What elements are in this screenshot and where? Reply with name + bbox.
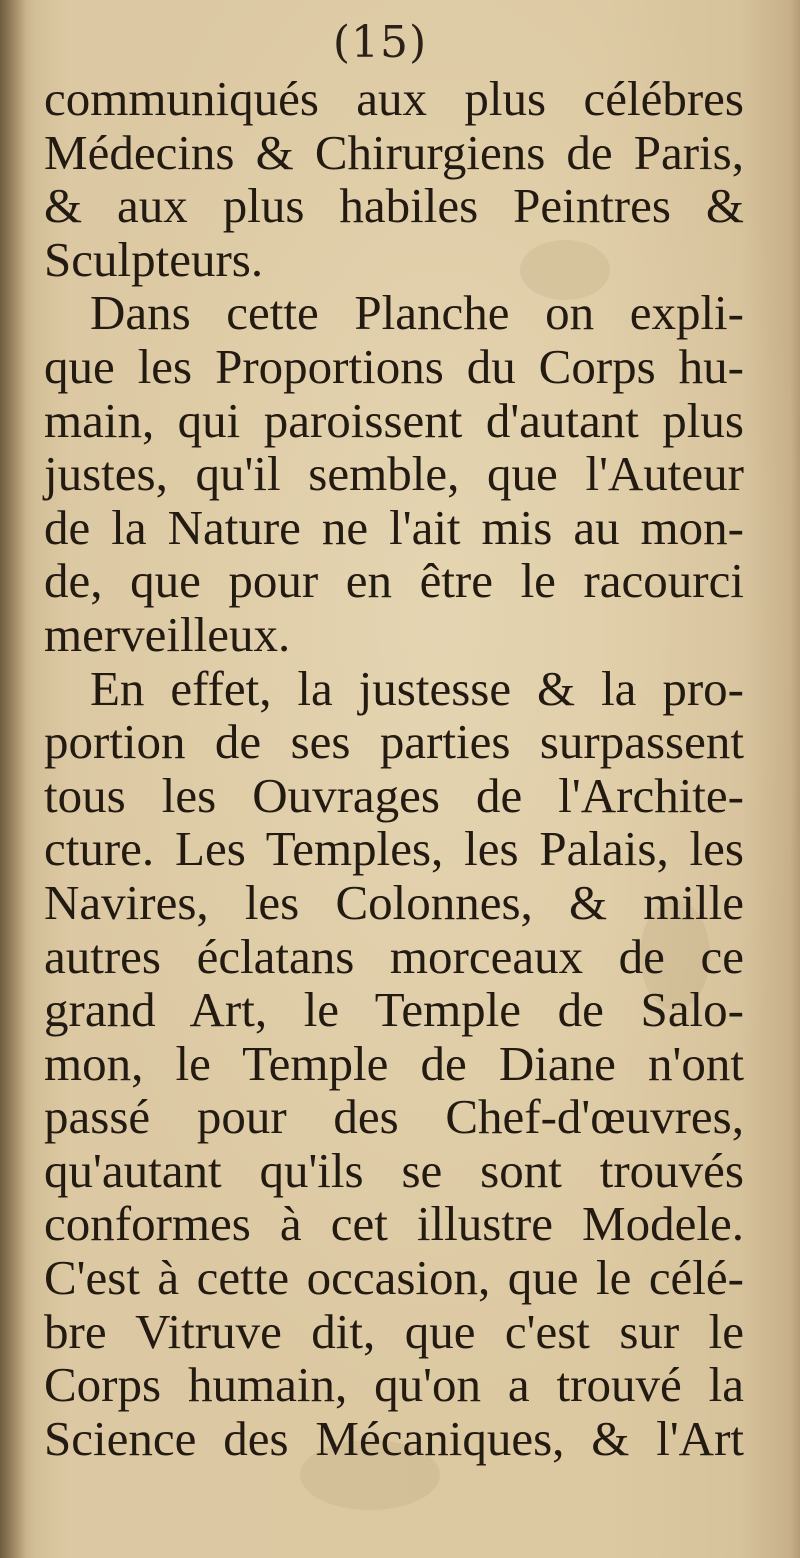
text-line: de, que pour en être le racourci: [44, 553, 744, 609]
text-line: conformes à cet illustre Modele.: [44, 1196, 744, 1252]
text-line: autres éclatans morceaux de ce: [44, 928, 744, 984]
text-line: passé pour des Chef-d'œuvres,: [44, 1089, 744, 1145]
text-line: justes, qu'il semble, que l'Auteur: [44, 446, 744, 502]
text-line: que les Proportions du Corps hu-: [44, 338, 744, 394]
text-line: mon, le Temple de Diane n'ont: [44, 1035, 744, 1091]
text-line: portion de ses parties surpassent: [44, 714, 744, 770]
text-line: Science des Mécaniques, & l'Art: [44, 1410, 744, 1466]
text-line: communiqués aux plus célébres: [44, 71, 744, 126]
text-line: cture. Les Temples, les Palais, les: [44, 821, 744, 877]
text-line: merveilleux.: [44, 606, 291, 662]
text-line: Navires, les Colonnes, & mille: [44, 874, 744, 930]
body-text: [44, 72, 744, 1465]
text-line: Médecins & Chirurgiens de Paris,: [44, 124, 744, 180]
paragraph-start-line: Dans cette Planche on expli-: [90, 285, 744, 341]
text-line: & aux plus habiles Peintres &: [44, 178, 744, 234]
text-line: qu'autant qu'ils se sont trouvés: [44, 1142, 744, 1198]
page-gutter-shadow: [0, 0, 26, 1558]
text-line: tous les Ouvrages de l'Archite-: [44, 767, 744, 823]
text-line: de la Nature ne l'ait mis au mon-: [44, 499, 744, 555]
text-line: Sculpteurs.: [44, 231, 264, 287]
paragraph-start-line: En effet, la justesse & la pro-: [90, 660, 744, 716]
text-line: C'est à cette occasion, que le célé-: [44, 1250, 744, 1306]
text-line: main, qui paroissent d'autant plus: [44, 392, 744, 448]
page-number: (15): [332, 17, 428, 68]
text-line: grand Art, le Temple de Salo-: [44, 982, 744, 1038]
text-line: Corps humain, qu'on a trouvé la: [44, 1357, 744, 1413]
text-line: bre Vitruve dit, que c'est sur le: [44, 1303, 744, 1359]
